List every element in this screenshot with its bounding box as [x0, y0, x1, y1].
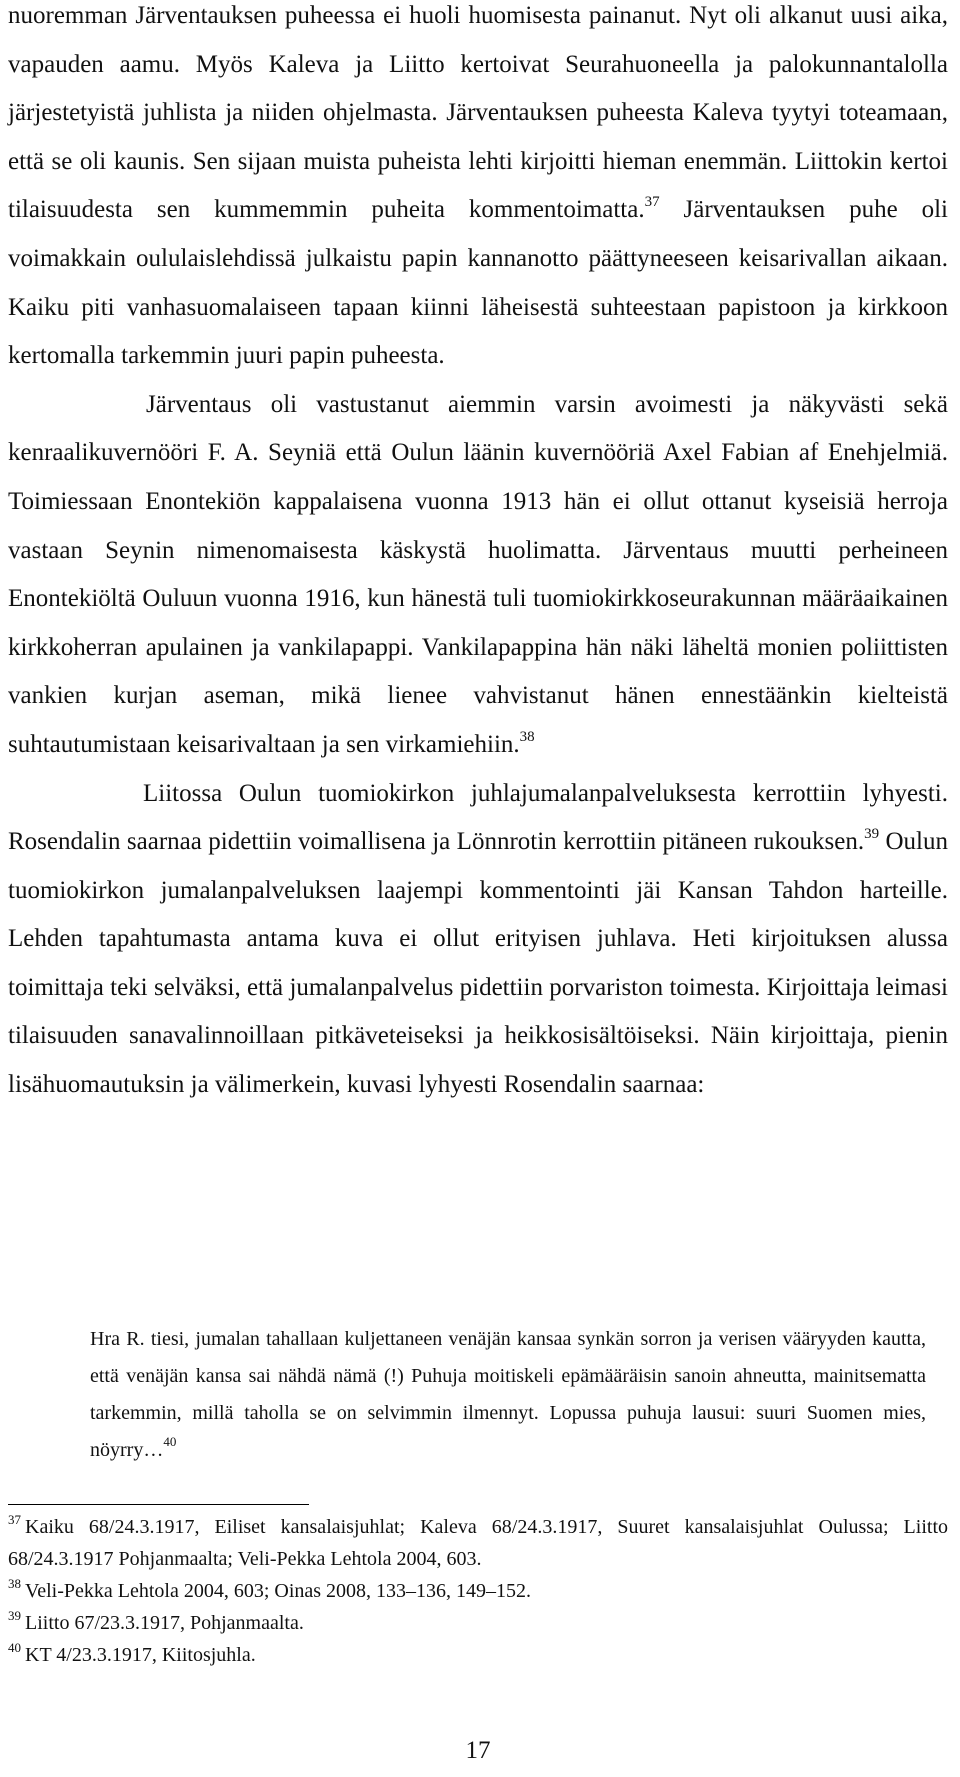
footnote-number: 37: [8, 1512, 21, 1527]
footnote-ref-40: 40: [163, 1434, 177, 1449]
paragraph-3: [8, 770, 948, 1110]
paragraph-1-text-a: nuoremman Järventauksen puheessa ei huoli huomisesta painanut. Nyt oli alkanut uusi aika, vapauden aamu. Myös Kaleva ja Liitto kertoivat Seurahuoneella ja palokunnantalolla järjestetyistä juhlista ja niiden ohjelmasta. Järventauksen puheesta Kaleva tyytyi toteamaan, että se oli kaunis. Sen sijaan muista puheista lehti kirjoitti hieman enemmän. Liittokin kertoi tilaisuudesta sen kummemmin puheita kommentoimatta.: [8, 2, 948, 224]
footnote-number: 39: [8, 1608, 21, 1623]
footnotes: [8, 1511, 948, 1671]
footnote-item: [8, 1639, 948, 1671]
paragraph-1-text-b: Järventauksen puhe oli voimakkain oululaislehdissä julkaistu papin kannanotto päättyneeseen keisarivallan aikaan. Kaiku piti vanhasuomalaiseen tapaan kiinni läheisestä suhteestaan papistoon ja kirkkoon kertomalla tarkemmin juuri papin puheesta.: [8, 196, 948, 370]
block-quote: [90, 1321, 926, 1469]
footnote-ref-38: 38: [519, 728, 535, 745]
quote-paragraph: [90, 1321, 926, 1469]
paragraph-2: [8, 381, 948, 770]
footnote-text: KT 4/23.3.1917, Kiitosjuhla.: [25, 1644, 256, 1666]
footnote-number: 38: [8, 1576, 21, 1591]
footnote-item: [8, 1607, 948, 1639]
footnote-number: 40: [8, 1640, 21, 1655]
footnote-text: Kaiku 68/24.3.1917, Eiliset kansalaisjuhlat; Kaleva 68/24.3.1917, Suuret kansalaisjuhlat Oulussa; Liitto 68/24.3.1917 Pohjanmaalta; Veli-Pekka Lehtola 2004, 603.: [8, 1516, 948, 1570]
paragraph-2-text: Järventaus oli vastustanut aiemmin varsin avoimesti ja näkyvästi sekä kenraalikuvernööri F. A. Seyniä että Oulun läänin kuvernööriä Axel Fabian af Enehjelmiä. Toimiessaan Enontekiön kappalaisena vuonna 1913 hän ei ollut ottanut kyseisiä herroja vastaan Seynin nimenomaisesta käskystä huolimatta. Järventaus muutti perheineen Enontekiöltä Ouluun vuonna 1916, kun hänestä tuli tuomiokirkkoseurakunnan määräaikainen kirkkoherran apulainen ja vankilapappi. Vankilapappina hän näki läheltä monien poliittisten vankien kurjan aseman, mikä lienee vahvistanut hänen ennestäänkin kielteistä suhtautumistaan keisarivaltaan ja sen virkamiehiin.: [8, 390, 948, 758]
quote-text: Hra R. tiesi, jumalan tahallaan kuljettaneen venäjän kansaa synkän sorron ja verisen vääryyden kautta, että venäjän kansa sai nähdä nämä (!) Puhuja moitiskeli epämääräisin sanoin ahneutta, mainitsematta tarkemmin, millä taholla se on selvimmin ilmennyt. Lopussa puhuja lausui: suuri Suomen mies, nöyrry…: [90, 1328, 926, 1461]
paragraph-1: [8, 0, 948, 381]
footnote-divider: [8, 1504, 309, 1505]
body-text: [8, 0, 948, 1110]
footnote-ref-37: 37: [644, 194, 660, 211]
footnote-text: Veli-Pekka Lehtola 2004, 603; Oinas 2008, 133–136, 149–152.: [25, 1580, 532, 1602]
document-page: [8, 0, 948, 1777]
footnote-item: [8, 1511, 948, 1575]
page-number: 17: [465, 1737, 491, 1764]
paragraph-3-text-b: Oulun tuomiokirkon jumalanpalveluksen laajempi kommentointi jäi Kansan Tahdon harteille. Lehden tapahtumasta antama kuva ei ollut erityisen juhlava. Heti kirjoituksen alussa toimittaja teki selväksi, että jumalanpalvelus pidettiin porvariston toimesta. Kirjoittaja leimasi tilaisuuden sanavalinnoillaan pitkäveteiseksi ja heikkosisältöiseksi. Näin kirjoittaja, pienin lisähuomautuksin ja välimerkein, kuvasi lyhyesti Rosendalin saarnaa:: [8, 828, 949, 1099]
footnote-text: Liitto 67/23.3.1917, Pohjanmaalta.: [25, 1612, 304, 1634]
footnote-ref-39: 39: [864, 826, 880, 843]
footnote-item: [8, 1575, 948, 1607]
paragraph-3-text-a: Liitossa Oulun tuomiokirkon juhlajumalanpalveluksesta kerrottiin lyhyesti. Rosendalin saarnaa pidettiin voimallisena ja Lönnrotin kerrottiin pitäneen rukouksen.: [8, 779, 948, 856]
